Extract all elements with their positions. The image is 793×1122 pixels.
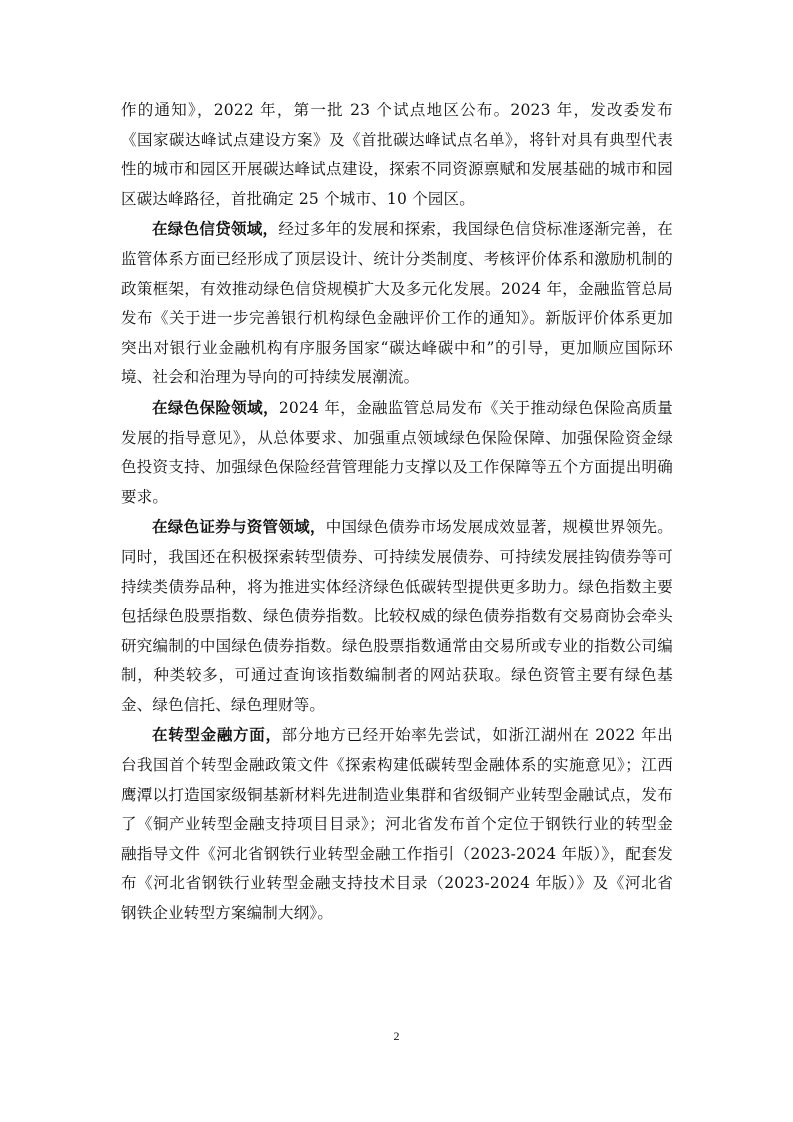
paragraph-green-securities-text: 中国绿色债券市场发展成效显著，规模世界领先。同时，我国还在积极探索转型债券、可持续发展债券、可持续发展挂钩债券等可持续类债券品种，将为推进实体经济绿色低碳转型提供更多助力。绿色指数主要包括绿色股票指数、绿色债券指数。比较权威的绿色债券指数有交易商协会牵头研究编制的中国绿色债券指数。绿色股票指数通常由交易所或专业的指数公司编制，种类较多，可通过查询该指数编制者的网站获取。绿色资管主要有绿色基金、绿色信托、绿色理财等。 (121, 518, 674, 714)
paragraph-green-insurance (121, 393, 673, 512)
paragraph-green-credit-lead: 在绿色信贷领域， (152, 219, 279, 239)
paragraph-transition-finance-text: 部分地方已经开始率先尝试，如浙江湖州在 2022 年出台我国首个转型金融政策文件《探索构建低碳转型金融体系的实施意见》；江西鹰潭以打造国家级铜基新材料先进制造业集群和省级铜产业转型金融试点，发布了《铜产业转型金融支持项目目录》；河北省发布首个定位于钢铁行业的转型金融指导文件《河北省钢铁行业转型金融工作指引（2023-2024 年版）》，配套发布《河北省钢铁行业转型金融支持技术目录（2023-2024 年版）》及《河北省钢铁企业转型方案编制大纲》。 (121, 726, 673, 923)
paragraph-green-insurance-text: 2024 年，金融监管总局发布《关于推动绿色保险高质量发展的指导意见》，从总体要求、加强重点领域绿色保险保障、加强保险资金绿色投资支持、加强绿色保险经营管理能力支撑以及工作保障等五个方面提出明确要求。 (121, 398, 673, 506)
paragraph-carryover-text: 作的通知》，2022 年，第一批 23 个试点地区公布。2023 年，发改委发布《国家碳达峰试点建设方案》及《首批碳达峰试点名单》，将针对具有典型代表性的城市和园区开展碳达峰试点建设，探索不同资源禀赋和发展基础的城市和园区碳达峰路径，首批确定 25 个城市、10 个园区。 (121, 101, 673, 208)
page-number: 2 (393, 1029, 400, 1043)
paragraph-green-credit (121, 214, 673, 393)
paragraph-green-securities-lead: 在绿色证券与资管领域， (152, 517, 326, 537)
paragraph-transition-finance (121, 720, 673, 928)
paragraph-carryover (121, 95, 673, 214)
page-body (121, 95, 673, 929)
paragraph-green-credit-text: 经过多年的发展和探索，我国绿色信贷标准逐渐完善，在监管体系方面已经形成了顶层设计、统计分类制度、考核评价体系和激励机制的政策框架，有效推动绿色信贷规模扩大及多元化发展。2024 年，金融监管总局发布《关于进一步完善银行机构绿色金融评价工作的通知》。新版评价体系更加突出对银行业金融机构有序服务国家“碳达峰碳中和”的引导，更加顺应国际环境、社会和治理为导向的可持续发展潮流。 (121, 220, 673, 387)
paragraph-green-securities (121, 512, 673, 720)
paragraph-green-insurance-lead: 在绿色保险领域， (152, 397, 279, 417)
paragraph-transition-finance-lead: 在转型金融方面， (152, 725, 282, 745)
